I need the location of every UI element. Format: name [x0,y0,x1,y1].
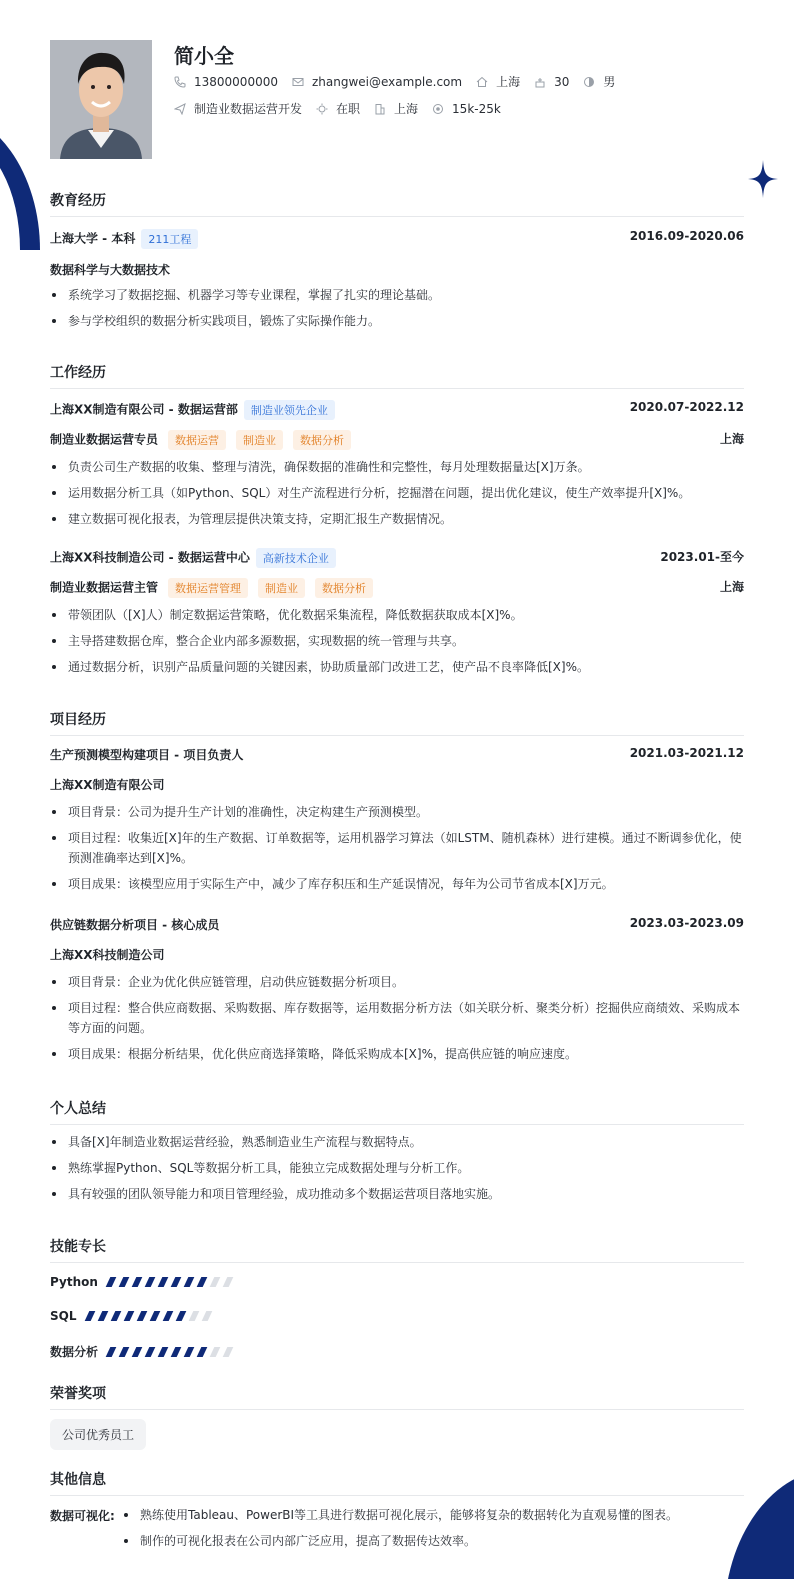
work-1-bullets [50,605,744,683]
skill-name: SQL [50,1309,77,1323]
project-title: 生产预测模型构建项目 - 项目负责人 [50,748,244,762]
skill-segment-filled [97,1311,108,1321]
list-item: 主导搭建数据仓库，整合企业内部多源数据，实现数据的统一管理与共享。 [50,631,744,651]
skill-segment-filled [132,1347,143,1357]
education-header [50,229,744,249]
salary-item [432,102,501,116]
section-other-title: 其他信息 [50,1469,744,1496]
skill-segment-filled [171,1277,182,1287]
list-item: 制作的可视化报表在公司内部广泛应用，提高了数据传达效率。 [122,1531,722,1551]
company-tag: 制造业领先企业 [244,400,335,420]
list-item: 熟练使用Tableau、PowerBI等工具进行数据可视化展示，能够将复杂的数据转化为直观易懂的图表。 [122,1505,722,1525]
city-item [476,73,520,90]
skill-segment-filled [119,1347,130,1357]
project-title: 供应链数据分析项目 - 核心成员 [50,918,220,932]
skill-segment-filled [145,1277,156,1287]
work-date: 2020.07-2022.12 [629,400,744,414]
phone-text: 13800000000 [194,74,278,89]
target-city-item [374,100,418,117]
skill-segment-filled [171,1347,182,1357]
skill-row [50,1275,238,1289]
contact-row [174,73,629,90]
other-label: 数据可视化: [50,1509,115,1523]
list-item: 运用数据分析工具（如Python、SQL）对生产流程进行分析，挖掘潜在问题，提出优化建议，使生产效率提升[X]%。 [50,483,744,503]
skill-row [50,1343,238,1360]
section-education-title: 教育经历 [50,190,744,217]
skill-segment-filled [110,1311,121,1321]
list-item: 项目成果：该模型应用于实际生产中，减少了库存积压和生产延误情况，每年为公司节省成本[X]万元。 [50,874,744,894]
mail-icon [292,76,304,88]
list-item: 负责公司生产数据的收集、整理与清洗，确保数据的准确性和完整性，每月处理数据量达[X]万条。 [50,457,744,477]
home-icon [476,76,488,88]
education-date: 2016.09-2020.06 [629,229,744,243]
project-0-header [50,746,744,763]
summary-bullets [50,1132,744,1210]
work-city: 上海 [719,432,744,446]
skill-segment-empty [210,1347,221,1357]
position-tag: 数据分析 [293,430,351,450]
section-summary-title: 个人总结 [50,1098,744,1125]
work-1-position-row [50,578,744,598]
company-name: 上海XX科技制造公司 - 数据运营中心 [50,550,250,565]
skill-segment-filled [184,1277,195,1287]
skill-segment-empty [223,1347,234,1357]
list-item: 具有较强的团队领导能力和项目管理经验，成功推动多个数据运营项目落地实施。 [50,1184,744,1204]
position-tag: 制造业 [258,578,305,598]
position-title: 制造业数据运营专员 [50,432,159,447]
work-1-header [50,548,744,568]
skill-bar [108,1347,238,1357]
gender-text: 男 [603,75,616,89]
skill-bar [87,1311,217,1321]
work-0-header [50,400,744,420]
award-badge: 公司优秀员工 [50,1419,146,1450]
phone-icon [174,76,186,88]
skill-segment-filled [184,1347,195,1357]
phone-item [174,75,278,89]
work-0-bullets [50,457,744,535]
job-intent-row [174,100,515,117]
email-text: zhangwei@example.com [311,74,463,89]
school-tag: 211工程 [141,229,198,249]
company-name: 上海XX制造有限公司 - 数据运营部 [50,402,238,417]
email-item [292,75,462,89]
building-icon [374,103,386,115]
skill-segment-filled [145,1347,156,1357]
skill-segment-filled [132,1277,143,1287]
project-date: 2021.03-2021.12 [629,746,744,760]
sparkle-icon [748,160,778,198]
candidate-name: 简小全 [174,44,234,68]
list-item: 带领团队（[X]人）制定数据运营策略，优化数据采集流程，降低数据获取成本[X]%。 [50,605,744,625]
position-tag: 数据分析 [315,578,373,598]
list-item: 建立数据可视化报表，为管理层提供决策支持，定期汇报生产数据情况。 [50,509,744,529]
avatar [50,40,152,159]
section-skills-title: 技能专长 [50,1236,744,1263]
skill-segment-filled [106,1277,117,1287]
education-major: 数据科学与大数据技术 [50,263,171,277]
skill-segment-filled [84,1311,95,1321]
project-company: 上海XX科技制造公司 [50,948,165,962]
list-item: 项目背景：公司为提升生产计划的准确性，决定构建生产预测模型。 [50,802,744,822]
skill-segment-empty [201,1311,212,1321]
list-item: 项目背景：企业为优化供应链管理，启动供应链数据分析项目。 [50,972,744,992]
position-title: 制造业数据运营主管 [50,580,159,595]
age-item [534,75,569,89]
education-bullets [50,285,744,337]
section-work-title: 工作经历 [50,362,744,389]
cake-icon [534,76,546,88]
target-job-item [174,100,302,117]
skill-segment-empty [223,1277,234,1287]
work-0-position-row [50,430,744,450]
skill-segment-filled [106,1347,117,1357]
status-item [316,100,360,117]
skill-row [50,1309,217,1323]
company-tag: 高新技术企业 [256,548,336,568]
section-awards-title: 荣誉奖项 [50,1383,744,1410]
list-item: 具备[X]年制造业数据运营经验，熟悉制造业生产流程与数据特点。 [50,1132,744,1152]
profile-header [50,40,744,160]
skill-segment-empty [188,1311,199,1321]
project-date: 2023.03-2023.09 [629,916,744,930]
list-item: 项目成果：根据分析结果，优化供应商选择策略，降低采购成本[X]%，提高供应链的响应速度。 [50,1044,744,1064]
send-icon [174,103,186,115]
project-1-bullets [50,972,744,1070]
other-bullets [122,1505,722,1557]
position-tag: 制造业 [236,430,283,450]
position-tag: 数据运营管理 [168,578,248,598]
skill-bar [108,1277,238,1287]
skill-segment-filled [136,1311,147,1321]
list-item: 参与学校组织的数据分析实践项目，锻炼了实际操作能力。 [50,311,744,331]
status-text: 在职 [336,102,361,116]
age-text: 30 [554,74,570,89]
salary-text: 15k-25k [452,101,501,116]
target-city-text: 上海 [394,102,419,116]
target-job-text: 制造业数据运营开发 [194,102,303,116]
list-item: 熟练掌握Python、SQL等数据分析工具，能独立完成数据处理与分析工作。 [50,1158,744,1178]
status-icon [316,103,328,115]
skill-segment-filled [149,1311,160,1321]
section-projects-title: 项目经历 [50,709,744,736]
work-city: 上海 [719,580,744,594]
gender-item [583,73,615,90]
position-tag: 数据运营 [168,430,226,450]
project-1-header [50,916,744,933]
list-item: 项目过程：整合供应商数据、采购数据、库存数据等，运用数据分析方法（如关联分析、聚类分析）挖掘供应商绩效、采购成本等方面的问题。 [50,998,744,1038]
skill-segment-filled [158,1347,169,1357]
list-item: 系统学习了数据挖掘、机器学习等专业课程，掌握了扎实的理论基础。 [50,285,744,305]
work-date: 2023.01-至今 [660,550,744,564]
skill-segment-filled [162,1311,173,1321]
skill-name: 数据分析 [50,1345,99,1359]
skill-segment-filled [119,1277,130,1287]
gender-icon [583,76,595,88]
skill-segment-filled [197,1347,208,1357]
skill-segment-filled [123,1311,134,1321]
skill-segment-empty [210,1277,221,1287]
project-0-bullets [50,802,744,900]
list-item: 通过数据分析，识别产品质量问题的关键因素，协助质量部门改进工艺，使产品不良率降低[X]%。 [50,657,744,677]
salary-icon [432,103,444,115]
city-text: 上海 [496,75,521,89]
skill-segment-filled [175,1311,186,1321]
project-company: 上海XX制造有限公司 [50,778,165,792]
skill-segment-filled [158,1277,169,1287]
school-name: 上海大学 - 本科 [50,231,136,246]
skill-name: Python [50,1275,98,1289]
list-item: 项目过程：收集近[X]年的生产数据、订单数据等，运用机器学习算法（如LSTM、随机森林）进行建模。通过不断调参优化，使预测准确率达到[X]%。 [50,828,744,868]
skill-segment-filled [197,1277,208,1287]
